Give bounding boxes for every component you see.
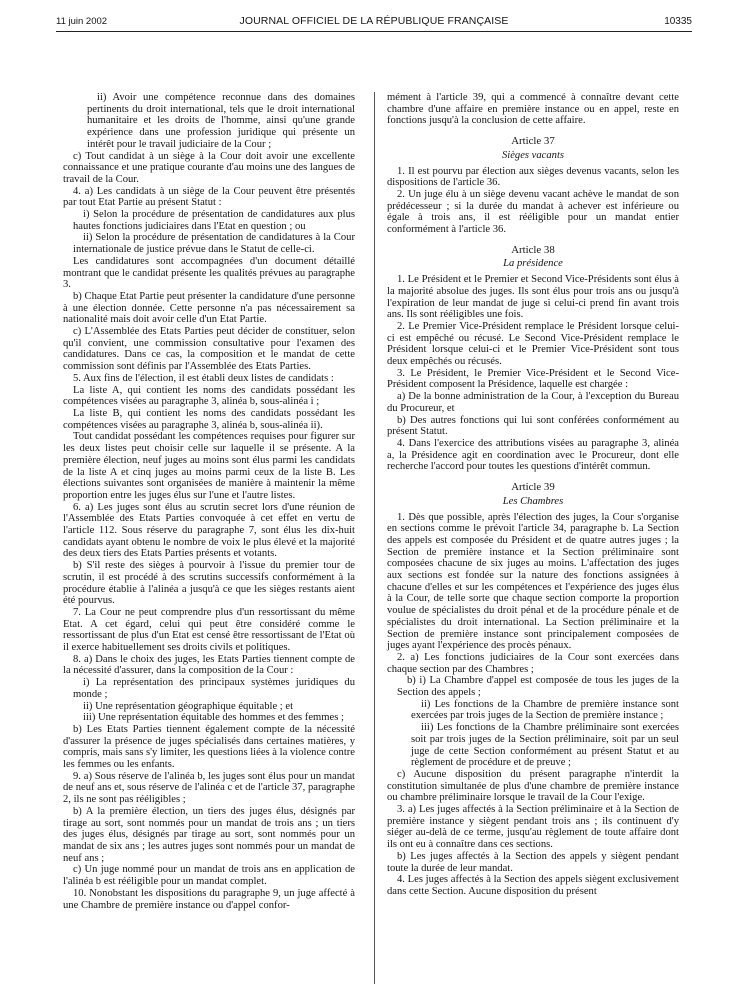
paragraph: 6. a) Les juges sont élus au scrutin secret lors d'une réunion de l'Assemblée des Etats Parties convoquée à cet effet en vertu de l'article 112. Sous réserve du paragraphe 7, sont élus les dix-huit candidats ayant obtenu le nombre de voix le plus élevé et la majorité des deux tiers des Etats Parties présents et votants. xyxy=(63,501,355,560)
paragraph: 2. Le Premier Vice-Président remplace le Président lorsque celui-ci est empêché ou récusé. Le Second Vice-Président remplace le Président lorsque celui-ci et le Premier Vice-Président sont tous deux empêchés ou récusés. xyxy=(387,320,679,368)
sub-item: b) i) La Chambre d'appel est composée de tous les juges de la Section des appels ; xyxy=(397,675,679,699)
paragraph: b) Chaque Etat Partie peut présenter la candidature d'une personne à une élection donnée. Cette personne n'a pas nécessairement sa nationalité mais doit avoir celle d'un Etat Partie. xyxy=(63,290,355,326)
paragraph: 10. Nonobstant les dispositions du paragraphe 9, un juge affecté à une Chambre de première instance ou d'appel confor- xyxy=(63,887,355,911)
paragraph: c) Un juge nommé pour un mandat de trois ans en application de l'alinéa b est rééligible pour un mandat complet. xyxy=(63,864,355,888)
paragraph: 4. Les juges affectés à la Section des appels siègent exclusivement dans cette Section. Aucune disposition du présent xyxy=(387,874,679,897)
paragraph: 8. a) Dans le choix des juges, les Etats Parties tiennent compte de la nécessité d'assurer, dans la composition de la Cour : xyxy=(63,653,355,677)
paragraph: La liste A, qui contient les noms des candidats possédant les compétences visées au paragraphe 3, alinéa b, sous-alinéa i ; xyxy=(63,384,355,408)
paragraph: c) Tout candidat à un siège à la Cour doit avoir une excellente connaissance et une pratique courante d'au moins une des langues de travail de la Cour. xyxy=(63,150,355,185)
paragraph: 2. a) Les fonctions judiciaires de la Cour sont exercées dans chaque section par des Chambres ; xyxy=(387,651,679,675)
paragraph: La liste B, qui contient les noms des candidats possédant les compétences visées au paragraphe 3, alinéa b, sous-alinéa ii). xyxy=(63,407,355,431)
paragraph: 4. Dans l'exercice des attributions visées au paragraphe 3, alinéa a, la Présidence agit en coordination avec le Procureur, dont elle recherche l'accord pour toutes les questions d'intérêt commun. xyxy=(387,437,679,473)
article-subtitle: Les Chambres xyxy=(502,495,564,507)
paragraph: Tout candidat possédant les compétences requises pour figurer sur les deux listes peut choisir celle sur laquelle il se présente. A la première élection, neuf juges au moins sont élus parmi les candidats de la liste A et cinq juges au moins parmi ceux de la liste B. Les élections suivantes sont organisées de manière à maintenir la même proportion entre les juges élus sur l'une et l'autre listes. xyxy=(63,431,355,501)
article-heading: Article 39 xyxy=(511,481,555,494)
article-subtitle: Sièges vacants xyxy=(501,149,565,161)
paragraph: 2. Un juge élu à un siège devenu vacant achève le mandat de son prédécesseur ; si la durée du mandat à achever est inférieure ou égale à trois ans, il est rééligible pour un mandat entier conformément à l'article 36. xyxy=(387,188,679,236)
paragraph: 5. Aux fins de l'élection, il est établi deux listes de candidats : xyxy=(73,372,334,384)
paragraph: c) L'Assemblée des Etats Parties peut décider de constituer, selon qu'il convient, une commission consultative pour l'examen des candidatures. Dans ce cas, la composition et le mandat de cette commission sont définis par l'Assemblée des Etats Parties. xyxy=(63,326,355,373)
paragraph: 1. Dès que possible, après l'élection des juges, la Cour s'organise en sections comme le prévoit l'article 34, paragraphe b. La Section des appels est composée du Président et de quatre autres juges ; la Section de première instance et la Section préliminaire sont composées chacune de six juges au moins. L'affectation des juges aux sections est fondée sur la nature des fonctions assignées à chacune d'elles et sur les compétences et l'expérience des juges élus à la Cour, de telle sorte que chaque section comporte la proportion voulue de spécialistes du droit pénal et de la procédure pénale et de spécialistes du droit international. La Section préliminaire et la Section de première instance sont principalement composées de juges ayant l'expérience des procès pénaux. xyxy=(387,511,679,652)
paragraph: 9. a) Sous réserve de l'alinéa b, les juges sont élus pour un mandat de neuf ans et, sous réserve de l'alinéa c et de l'article 37, paragraphe 2, ils ne sont pas rééligibles ; xyxy=(63,770,355,806)
header-rule xyxy=(56,31,692,32)
sub-item: ii) Selon la procédure de présentation de candidatures à la Cour internationale de justice prévue dans le Statut de celle-ci. xyxy=(73,232,355,256)
journal-title: JOURNAL OFFICIEL DE LA RÉPUBLIQUE FRANÇAISE xyxy=(239,15,509,27)
article-heading: Article 38 xyxy=(511,243,555,256)
page-header xyxy=(56,14,692,30)
paragraph: b) Les juges affectés à la Section des appels y siègent pendant toute la durée de leur mandat. xyxy=(387,850,679,874)
paragraph: 1. Il est pourvu par élection aux sièges devenus vacants, selon les dispositions de l'article 36. xyxy=(387,165,679,189)
sub-item: iii) Les fonctions de la Chambre préliminaire sont exercées soit par trois juges de la Section préliminaire, soit par un seul juge de cette Section conformément au présent Statut et au règlement de procédure et de preuve ; xyxy=(411,722,679,769)
sub-item: ii) Les fonctions de la Chambre de première instance sont exercées par trois juges de la Section de première instance ; xyxy=(411,698,679,722)
paragraph: 4. a) Les candidats à un siège de la Cour peuvent être présentés par tout Etat Partie au présent Statut : xyxy=(63,185,355,209)
left-column xyxy=(63,92,355,911)
article-subtitle: La présidence xyxy=(503,258,563,270)
paragraph: c) Aucune disposition du présent paragraphe n'interdit la constitution simultanée de plus d'une chambre de première instance ou chambre préliminaire lorsque le travail de la Cour l'exige. xyxy=(387,768,679,804)
issue-date: 11 juin 2002 xyxy=(56,16,108,27)
page-number: 10335 xyxy=(664,16,692,27)
paragraph: mément à l'article 39, qui a commencé à connaître devant cette chambre d'une affaire en première instance ou en appel, reste en fonctions jusqu'à la conclusion de cette affaire. xyxy=(387,92,679,127)
sub-item: i) Selon la procédure de présentation de candidatures aux plus hautes fonctions judiciaires dans l'Etat en question ; ou xyxy=(73,209,355,232)
sub-item: ii) Une représentation géographique équitable ; et xyxy=(83,700,294,712)
paragraph: 3. Le Président, le Premier Vice-Président et le Second Vice-Président composent la Présidence, laquelle est chargée : xyxy=(387,367,679,391)
right-column xyxy=(387,92,679,898)
paragraph: b) A la première élection, un tiers des juges élus, désignés par tirage au sort, sont nommés pour un mandat de trois ans ; un tiers des juges élus, désignés par tirage au sort, sont nommés pour un mandat de six ans ; les autres juges sont nommés pour un mandat de neuf ans ; xyxy=(63,805,355,864)
paragraph: b) Les Etats Parties tiennent également compte de la nécessité d'assurer la présence de juges spécialisés dans certaines matières, y compris, mais sans s'y limiter, les questions liées à la violence contre les femmes ou les enfants. xyxy=(63,723,355,771)
sub-item: iii) Une représentation équitable des hommes et des femmes ; xyxy=(83,712,344,724)
paragraph: a) De la bonne administration de la Cour, à l'exception du Bureau du Procureur, et xyxy=(387,391,679,414)
paragraph: b) Des autres fonctions qui lui sont conférées conformément au présent Statut. xyxy=(387,414,679,438)
paragraph: b) S'il reste des sièges à pourvoir à l'issue du premier tour de scrutin, il est procédé à des scrutins successifs conformément à la procédure établie à l'alinéa a jusqu'à ce que les sièges restants aient été pourvus. xyxy=(63,560,355,607)
sub-item: ii) Avoir une compétence reconnue dans des domaines pertinents du droit international, tels que le droit international humanitaire et les droits de l'homme, ainsi qu'une grande expérience dans une profession juridique qui présente un intérêt pour le travail judiciaire de la Cour ; xyxy=(87,92,355,150)
sub-item: i) La représentation des principaux systèmes juridiques du monde ; xyxy=(73,677,355,700)
paragraph: 7. La Cour ne peut comprendre plus d'un ressortissant du même Etat. A cet égard, celui qui peut être considéré comme le ressortissant de plus d'un Etat est censé être ressortissant de l'Etat où il exerce habituellement ses droits civils et politiques. xyxy=(63,606,355,654)
column-separator xyxy=(374,92,375,984)
paragraph: Les candidatures sont accompagnées d'un document détaillé montrant que le candidat présente les qualités prévues au paragraphe 3. xyxy=(63,255,355,291)
paragraph: 3. a) Les juges affectés à la Section préliminaire et à la Section de première instance y siègent pendant trois ans ; ils continuent d'y siéger au-delà de ce terme, jusqu'au règlement de toute affaire dont ils ont eu à connaître dans ces sections. xyxy=(387,804,679,851)
article-heading: Article 37 xyxy=(511,135,555,148)
paragraph: 1. Le Président et le Premier et Second Vice-Présidents sont élus à la majorité absolue des juges. Ils sont élus pour trois ans ou jusqu'à l'expiration de leur mandat de juge si celui-ci prend fin avant trois ans. Ils sont rééligibles une fois. xyxy=(387,274,679,321)
